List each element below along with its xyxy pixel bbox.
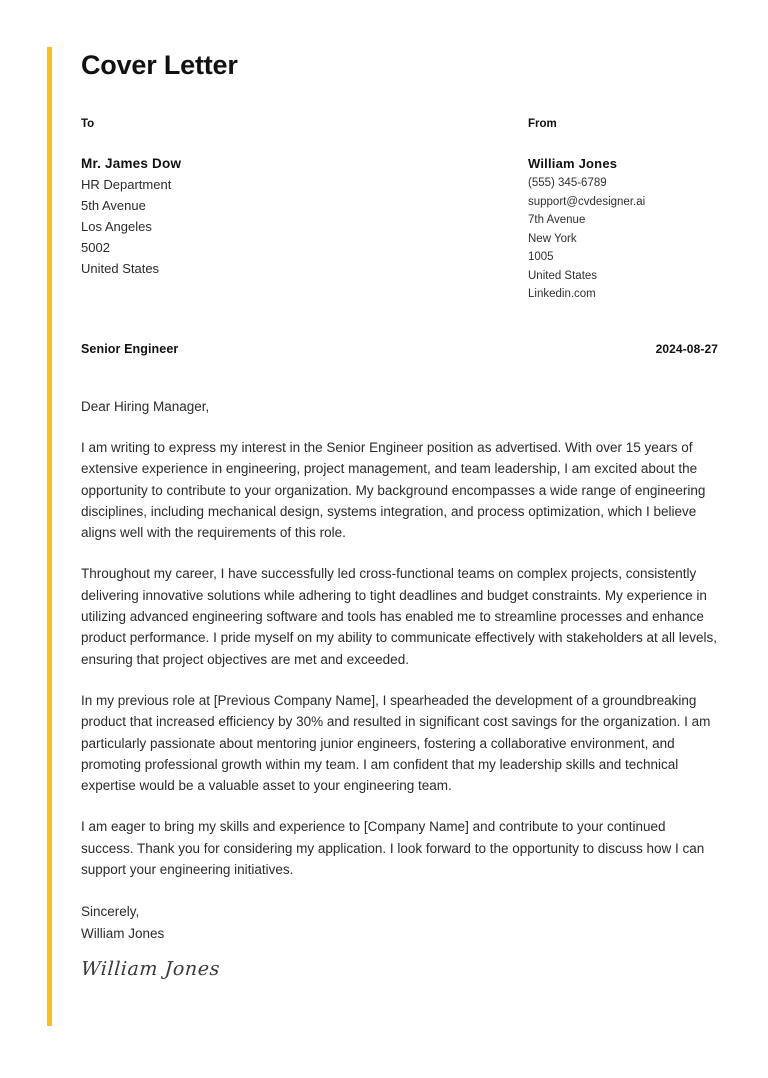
sender-website: Linkedin.com xyxy=(528,288,596,301)
letter-paragraph: Throughout my career, I have successfully led cross-functional teams on complex projects, consistently delivering innovative solutions while adhering to tight deadlines and budget constraints. My experience in utilizing advanced engineering software and tools has enabled me to streamline processes and enhance product performance. I pride myself on my ability to communicate effectively with stakeholders at all levels, ensuring that project objectives are met and exceeded. xyxy=(81,566,718,667)
recipient-address-line: Los Angeles xyxy=(81,219,152,235)
sender-name: William Jones xyxy=(528,156,618,172)
recipient-address-line: 5002 xyxy=(81,240,110,256)
closing-block xyxy=(81,901,718,944)
sender-address-line: New York xyxy=(528,232,577,245)
subject-row xyxy=(81,342,718,356)
recipient-column xyxy=(81,118,528,304)
closing-name: William Jones xyxy=(81,925,165,941)
closing-salutation: Sincerely, xyxy=(81,904,140,920)
sender-address-line: United States xyxy=(528,269,598,282)
recipient-name: Mr. James Dow xyxy=(81,156,182,172)
signature: William Jones xyxy=(80,957,221,980)
recipient-address-line: United States xyxy=(81,261,160,277)
recipient-label: To xyxy=(81,117,95,130)
salutation: Dear Hiring Manager, xyxy=(81,398,210,414)
sender-column xyxy=(528,118,718,304)
letter-content xyxy=(81,0,718,981)
letter-paragraph: I am writing to express my interest in the Senior Engineer position as advertised. With over 15 years of extensive experience in engineering, project management, and team leadership, I am excited about the opportunity to contribute to your organization. My background encompasses a wide range of engineering disciplines, including mechanical design, systems integration, and process optimization, which I believe aligns well with the requirements of this role. xyxy=(81,439,706,541)
recipient-address-line: 5th Avenue xyxy=(81,198,146,214)
letter-date: 2024-08-27 xyxy=(655,341,718,356)
sender-phone: (555) 345-6789 xyxy=(528,177,607,190)
sender-email: support@cvdesigner.ai xyxy=(528,195,646,208)
letter-paragraph: I am eager to bring my skills and experience to [Company Name] and contribute to your continued success. Thank you for considering my application. I look forward to the opportunity to discuss how I can support your engineering initiatives. xyxy=(81,819,705,878)
sender-address-line: 1005 xyxy=(528,251,554,264)
recipient-address-line: HR Department xyxy=(81,177,172,193)
page-title: Cover Letter xyxy=(81,50,238,80)
sender-address-line: 7th Avenue xyxy=(528,214,586,227)
letter-paragraph: In my previous role at [Previous Company Name], I spearheaded the development of a groundbreaking product that increased efficiency by 30% and resulted in significant cost savings for the organization. I am particularly passionate about mentoring junior engineers, fostering a collaborative environment, and promoting professional growth within my team. I am confident that my leadership skills and technical expertise would be a valuable asset to your engineering team. xyxy=(81,692,711,794)
job-position-title: Senior Engineer xyxy=(81,341,179,356)
address-block xyxy=(81,118,718,304)
left-accent-bar xyxy=(47,47,52,1026)
sender-label: From xyxy=(528,117,557,130)
